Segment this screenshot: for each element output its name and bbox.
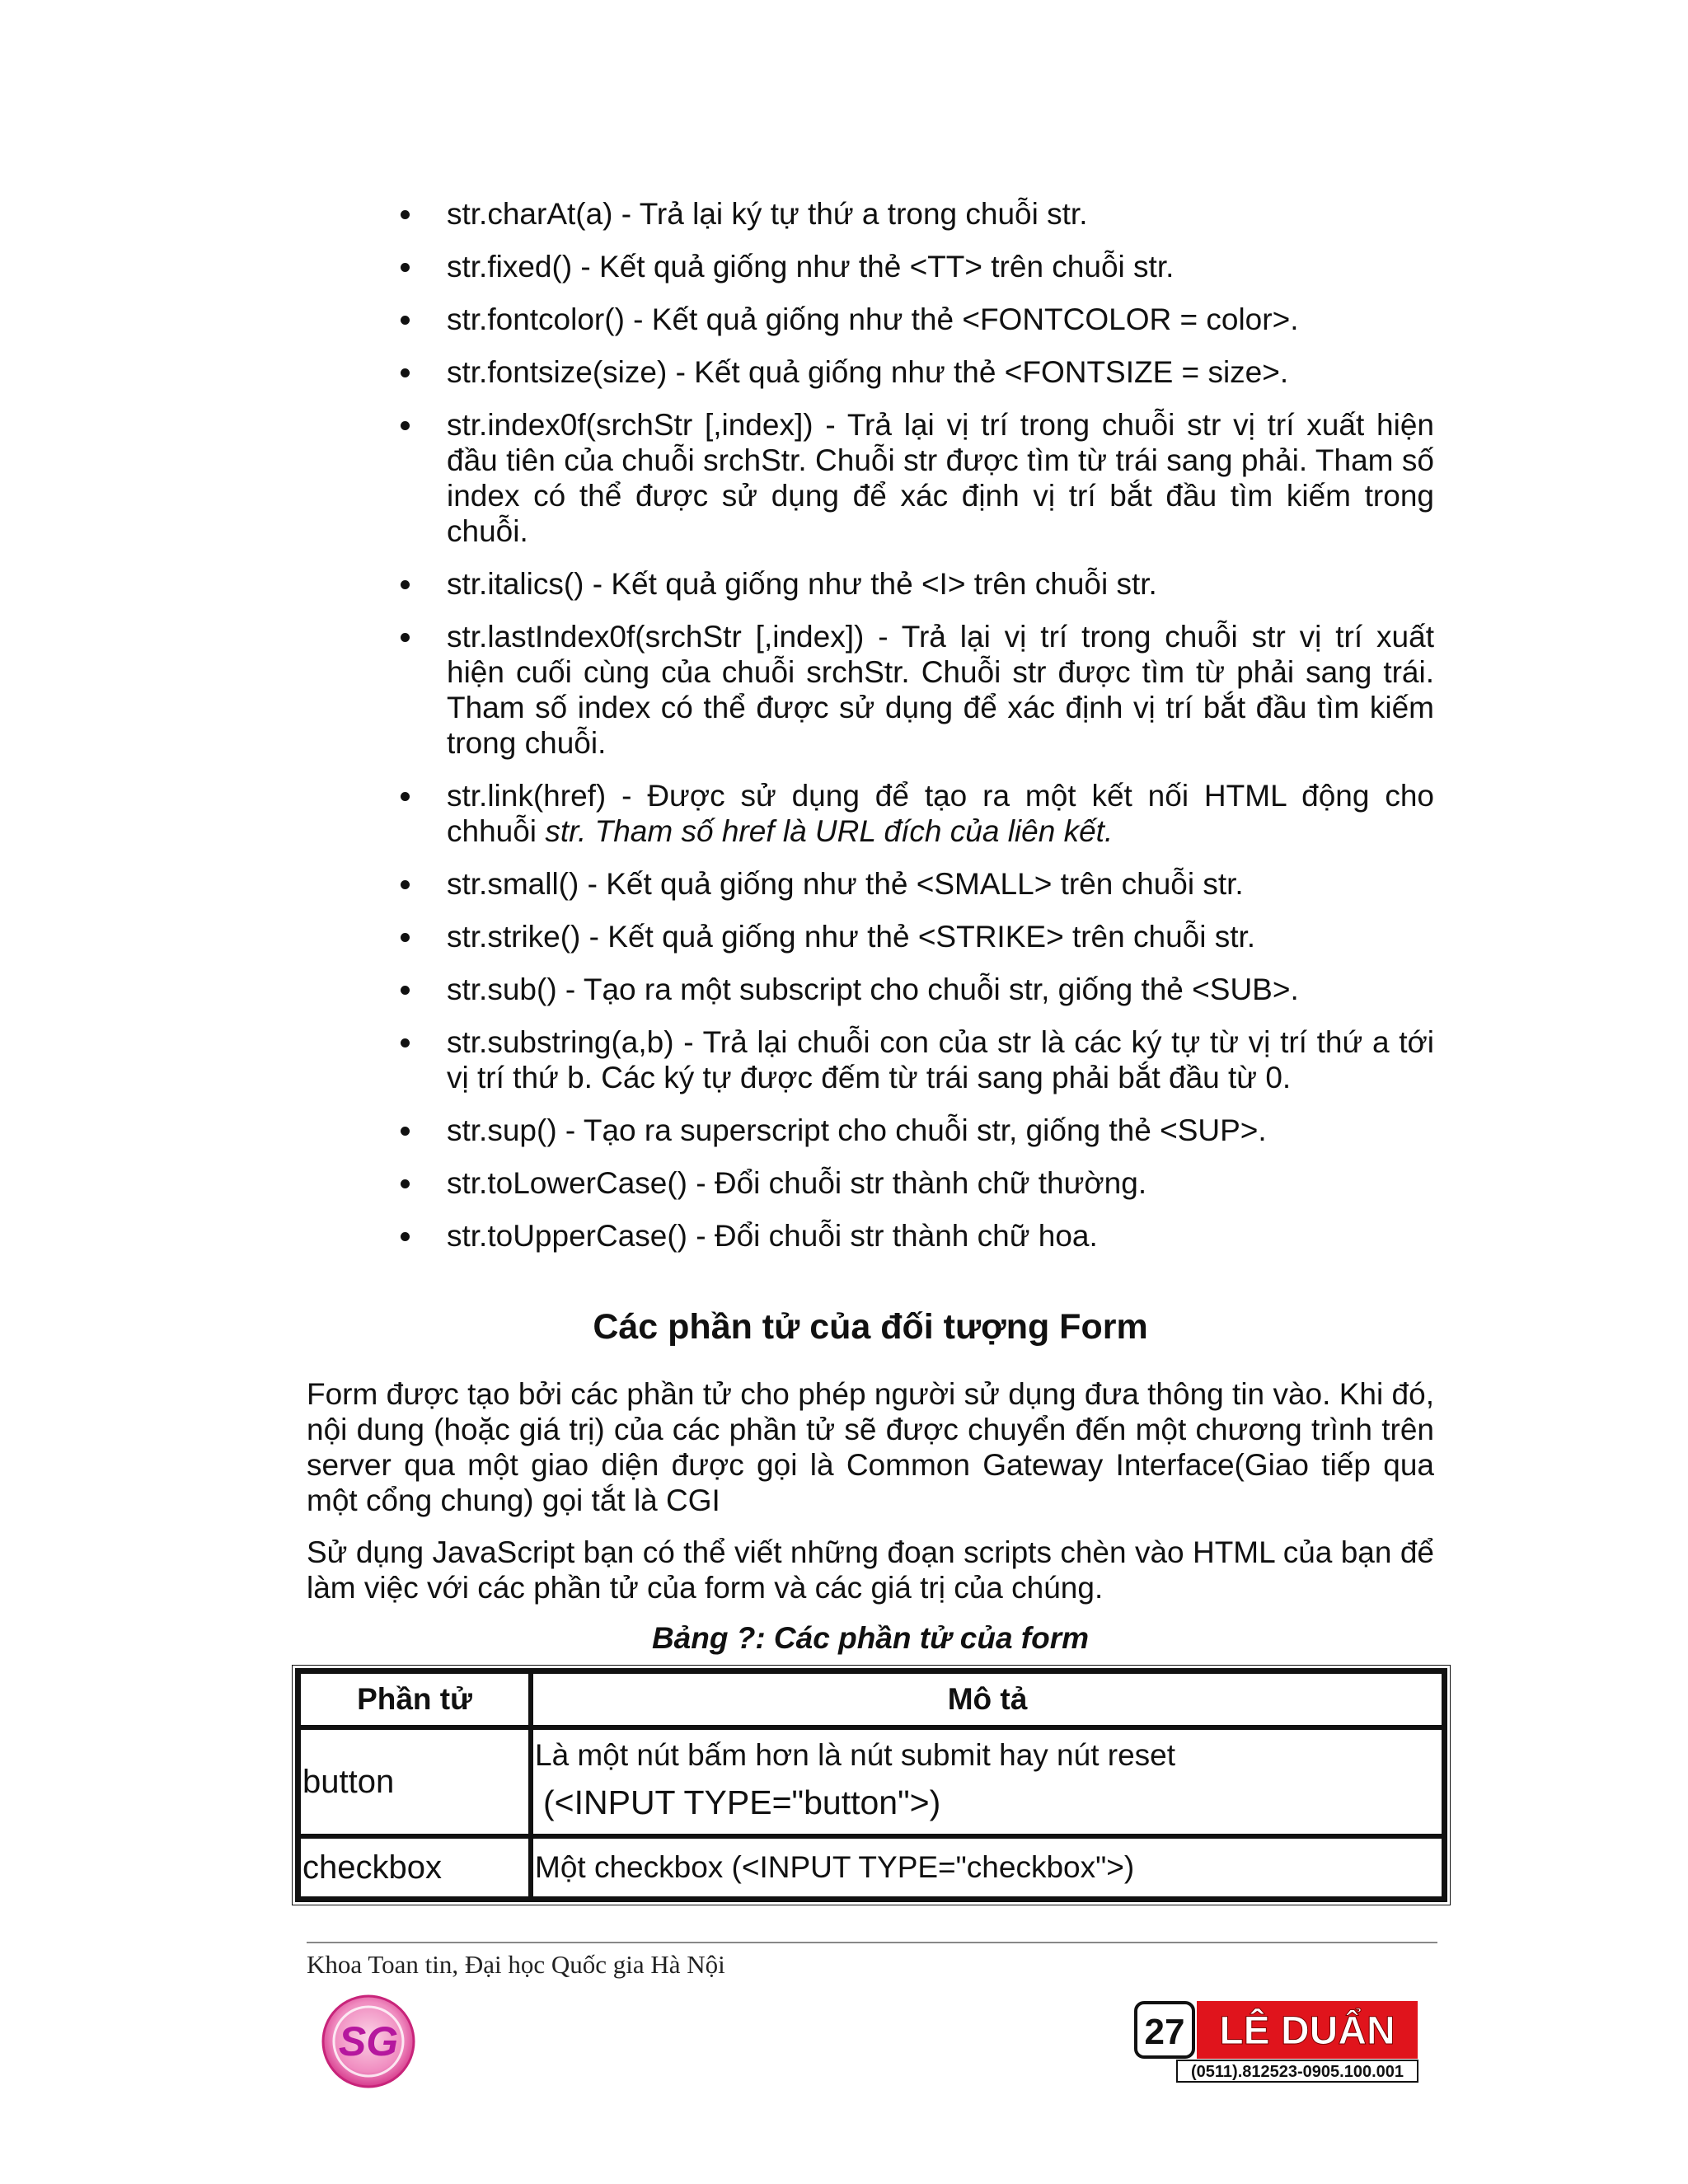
logo-phone: (0511).812523-0905.100.001 <box>1190 2063 1404 2081</box>
list-item <box>371 407 1434 549</box>
method-text: str.fontsize(size) - Kết quả giống như thẻ <FONTSIZE = size>. <box>447 355 1289 389</box>
list-item <box>371 249 1434 284</box>
description-code: (<INPUT TYPE="button">) <box>543 1783 941 1821</box>
method-text: str.lastIndex0f(srchStr [,index]) - Trả lại vị trí trong chuỗi str vị trí xuất hiện cuối cùng của chuỗi srchStr. Chuỗi str được tìm từ phải sang trái. Tham số index có thể được sử dụng để xác định vị trí bắt đầu tìm kiếm trong chuỗi. <box>447 620 1434 760</box>
form-elements-table <box>295 1668 1447 1902</box>
header-description: Mô tả <box>531 1671 1444 1727</box>
list-item <box>371 778 1434 849</box>
le-duan-logo-icon <box>1134 1998 1421 2083</box>
list-item <box>371 196 1434 232</box>
method-text: str.charAt(a) - Trả lại ký tự thứ a trong chuỗi str. <box>447 197 1088 231</box>
description-text: Là một nút bấm hơn là nút submit hay nút reset <box>535 1738 1176 1772</box>
list-item <box>371 302 1434 337</box>
section-title: Các phần tử của đối tượng Form <box>593 1307 1148 1347</box>
paragraph-form-intro: Form được tạo bởi các phần tử cho phép người sử dụng đưa thông tin vào. Khi đó, nội dung (hoặc giá trị) của các phần tử sẽ được chuyển đến một chương trình trên server qua một giao diện được gọi là Common Gateway Interface(Giao tiếp qua một cổng chung) gọi tắt là CGI <box>307 1377 1434 1517</box>
logo-name: LÊ DUẨN <box>1219 2009 1395 2053</box>
sg-logo-icon <box>320 1993 417 2090</box>
list-item <box>371 1165 1434 1201</box>
logo-number: 27 <box>1144 2012 1185 2052</box>
method-text: str.toUpperCase() - Đổi chuỗi str thành chữ hoa. <box>447 1219 1098 1253</box>
method-text: str.fixed() - Kết quả giống như thẻ <TT> trên chuỗi str. <box>447 250 1175 284</box>
list-item <box>371 1113 1434 1148</box>
header-element: Phần tử <box>298 1671 531 1727</box>
element-name: checkbox <box>298 1836 531 1899</box>
method-text: str.substring(a,b) - Trả lại chuỗi con của str là các ký tự từ vị trí thứ a tới vị trí thứ b. Các ký tự được đếm từ trái sang phải bắt đầu từ 0. <box>447 1025 1434 1094</box>
method-text: str.fontcolor() - Kết quả giống như thẻ <FONTCOLOR = color>. <box>447 302 1299 336</box>
table-caption: Bảng ?: Các phần tử của form <box>651 1621 1090 1655</box>
method-text: str.small() - Kết quả giống như thẻ <SMALL> trên chuỗi str. <box>447 867 1244 901</box>
footer-institution: Khoa Toan tin, Đại học Quốc gia Hà Nội <box>307 1950 725 1979</box>
list-item <box>371 619 1434 761</box>
method-text: str.sub() - Tạo ra một subscript cho chuỗi str, giống thẻ <SUB>. <box>447 972 1299 1006</box>
footer-divider <box>307 1942 1437 1943</box>
method-text: str.link(href) - Được sử dụng để tạo ra một kết nối HTML động cho chhuỗi <box>447 779 1434 848</box>
method-text: str.strike() - Kết quả giống như thẻ <STRIKE> trên chuỗi str. <box>447 920 1256 954</box>
method-text: str.italics() - Kết quả giống như thẻ <I> trên chuỗi str. <box>447 567 1157 601</box>
list-item <box>371 972 1434 1007</box>
method-text: str.index0f(srchStr [,index]) - Trả lại vị trí trong chuỗi str vị trí xuất hiện đầu tiên của chuỗi srchStr. Chuỗi str được tìm từ trái sang phải. Tham số index có thể được sử dụng để xác định vị trí bắt đầu tìm kiếm trong chuỗi. <box>447 408 1434 548</box>
string-methods-list <box>371 196 1434 1271</box>
element-name: button <box>298 1727 531 1836</box>
list-item <box>371 866 1434 902</box>
table-row <box>298 1727 1444 1836</box>
paragraph-javascript: Sử dụng JavaScript bạn có thể viết những đoạn scripts chèn vào HTML của bạn để làm việc với các phần tử của form và các giá trị của chúng. <box>307 1535 1434 1605</box>
list-item <box>371 354 1434 390</box>
list-item <box>371 566 1434 602</box>
element-description <box>531 1727 1444 1836</box>
table-header-row <box>298 1671 1444 1727</box>
list-item <box>371 1024 1434 1095</box>
list-item <box>371 919 1434 954</box>
sg-logo-text: SG <box>338 2018 399 2064</box>
method-text: str.sup() - Tạo ra superscript cho chuỗi str, giống thẻ <SUP>. <box>447 1113 1267 1147</box>
method-text-italic: str. Tham số href là URL đích của liên kết. <box>545 814 1114 848</box>
element-description: Một checkbox (<INPUT TYPE="checkbox">) <box>531 1836 1444 1899</box>
table-row <box>298 1836 1444 1899</box>
list-item <box>371 1218 1434 1254</box>
method-text: str.toLowerCase() - Đổi chuỗi str thành chữ thường. <box>447 1166 1147 1200</box>
